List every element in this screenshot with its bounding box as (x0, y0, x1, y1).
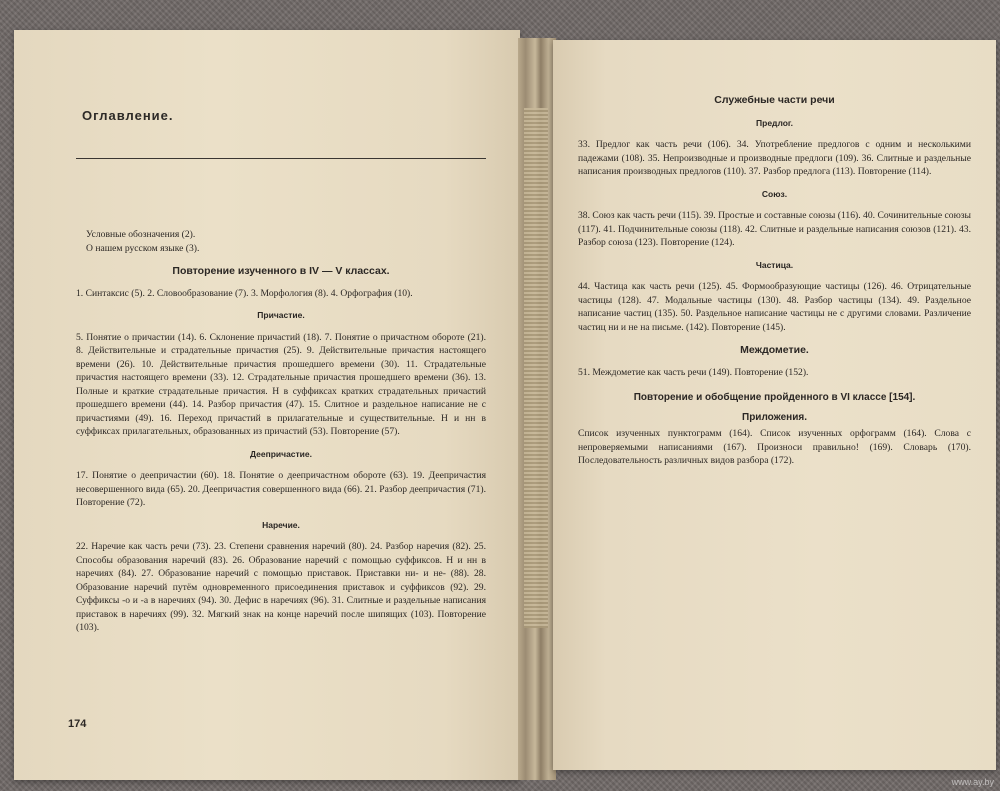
appendix-title: Приложения. (742, 411, 807, 423)
subsection-title-participle: Причастие. (257, 310, 305, 320)
book-spine (518, 38, 556, 780)
subsection-text-particle: 44. Частица как часть речи (125). 45. Формообразующие частицы (126). 46. Отрицательные частицы (128). 47. Модальные частицы (130). 48. Разбор частицы (134). 49. Раздельное написание частиц (135). 50. Раздельное написание частицы не с другими словами. Различение частиц ни и не на письме. (142). Повторение (145). (578, 281, 971, 333)
right-page (553, 40, 996, 770)
watermark: www.ay.by (951, 777, 994, 787)
subsection-title-particle: Частица. (755, 259, 794, 270)
right-column (578, 84, 971, 468)
section-title: Повторение изученного в IV — V классах. (172, 265, 390, 277)
subsection-text-conjunction: 38. Союз как часть речи (115). 39. Простые и составные союзы (116). 40. Сочинительные союзы (117). 41. Подчинительные союзы (118). 42. Слитные и раздельные написания союзов (121). 43. Разбор союза (123). Повторение (124). (578, 210, 971, 248)
intro-line: Условные обозначения (2). (86, 229, 196, 240)
subsection-text-preposition: 33. Предлог как часть речи (106). 34. Употребление предлогов с одним и несколькими падежами (108). 35. Непроизводные и производные предлоги (109). 36. Слитные и раздельные написания производных предлогов (110). 37. Разбор предлога (113). Повторение (114). (578, 139, 971, 177)
subsection-text-adverb: 22. Наречие как часть речи (73). 23. Степени сравнения наречий (80). 24. Разбор наречия (82). 25. Способы образования наречий (83). 26. Образование наречий с помощью суффиксов. Н и нн в наречиях (84). 27. Образование наречий с помощью приставок. Приставки ни- и не- (88). 28. Образование наречий путём одновременного присоединения приставок и суффиксов (92). 29. Суффиксы -о и -а в наречиях (94). 30. Дефис в наречиях (96). 31. Слитные и раздельные написания приставок в наречиях (99). 32. Мягкий знак на конце наречий после шипящих (103). Повторение (103). (76, 541, 486, 633)
appendix-text: Список изученных пунктограмм (164). Список изученных орфограмм (164). Слова с непроверяемыми написаниями (167). Произноси правильно! (169). Словарь (170). Последовательность различных видов разбора (172). (578, 428, 971, 466)
subsection-text-gerund: 17. Понятие о деепричастии (60). 18. Понятие о деепричастном обороте (63). 19. Деепричастия несовершенного вида (65). 20. Деепричастия совершенного вида (66). 21. Разбор деепричастия (71). Повторение (72). (76, 470, 486, 508)
subsection-title-adverb: Наречие. (262, 519, 300, 530)
subsection-title-preposition: Предлог. (756, 117, 793, 128)
left-column (76, 228, 486, 635)
interjection-text: 51. Междометие как часть речи (149). Повторение (152). (578, 366, 809, 378)
intro-line: О нашем русском языке (3). (86, 242, 200, 254)
left-page (14, 30, 520, 780)
heading-rule (76, 158, 486, 159)
subsection-title-gerund: Деепричастие. (249, 448, 313, 459)
interjection-title: Междометие. (740, 344, 809, 356)
spine-cloth (524, 108, 548, 628)
subsection-title-conjunction: Союз. (761, 188, 788, 199)
page-number: 174 (68, 718, 87, 730)
subsection-text-participle: 5. Понятие о причастии (14). 6. Склонение причастий (18). 7. Понятие о причастном обороте (21). 8. Действительные и страдательные причастия (25). 9. Действительные причастия настоящего времени (26). 10. Действительные причастия прошедшего времени (30). 11. Страдательные причастия настоящего времени (33). 12. Страдательные причастия прошедшего времени (36). 13. Полные и краткие страдательные причастия. Н в суффиксах кратких страдательных причастий прошедшего времени (44). 14. Разбор причастия (47). 15. Слитное и раздельное написание не с причастиями (49). 16. Переход причастий в прилагательные и существительные. Н и нн в суффиксах прилагательных, образованных из причастий (53). Повторение (57). (76, 331, 486, 437)
review-title: Повторение и обобщение пройденного в VI классе [154]. (633, 392, 916, 403)
toc-heading: Оглавление. (82, 108, 174, 123)
section-title-function-words: Служебные части речи (714, 94, 835, 106)
section-text: 1. Синтаксис (5). 2. Словообразование (7). 3. Морфология (8). 4. Орфография (10). (76, 287, 413, 299)
